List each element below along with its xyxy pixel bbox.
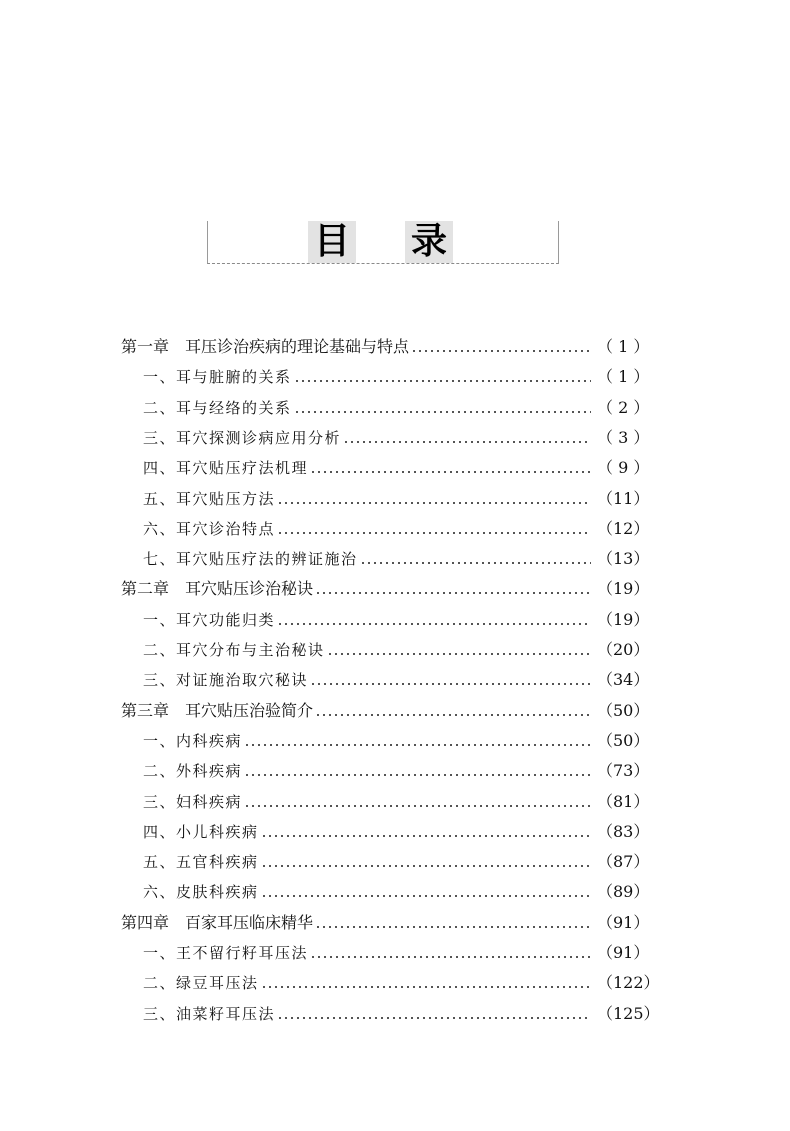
- toc-page-number: （34）: [597, 670, 650, 690]
- toc-section[interactable]: [143, 877, 650, 907]
- toc-entry-label: 一、内科疾病: [143, 731, 243, 750]
- dot-leader: [244, 787, 591, 817]
- dot-leader: [261, 847, 591, 877]
- toc-chapter-2[interactable]: [121, 574, 650, 604]
- toc-entry-label: 六、皮肤科疾病: [143, 883, 259, 902]
- dot-leader: [327, 635, 591, 665]
- toc-chapter-4[interactable]: [121, 908, 650, 938]
- toc-section[interactable]: [143, 968, 660, 998]
- dot-leader: [277, 514, 591, 544]
- toc-page-number: （81）: [597, 791, 650, 811]
- toc-section[interactable]: [143, 544, 650, 574]
- toc-page-number: （20）: [597, 640, 650, 659]
- toc-page-number: （125）: [597, 1003, 660, 1023]
- toc-entry-label: 二、绿豆耳压法: [143, 974, 259, 993]
- toc-section[interactable]: [143, 423, 650, 453]
- toc-entry-label: 一、耳穴功能归类: [143, 610, 276, 629]
- toc-entry-label: 三、对证施治取穴秘诀: [143, 671, 309, 690]
- toc-entry-label: 四、小儿科疾病: [143, 822, 259, 841]
- toc-page-number: （50）: [597, 700, 650, 720]
- toc-entry-label: 第一章 耳压诊治疾病的理论基础与特点: [121, 337, 410, 356]
- toc-page-number: （91）: [597, 943, 650, 962]
- toc-section[interactable]: [143, 605, 650, 635]
- toc-section[interactable]: [143, 393, 650, 423]
- toc-page-number: （87）: [597, 852, 650, 872]
- dot-leader: [261, 877, 591, 907]
- toc-entry-label: 四、耳穴贴压疗法机理: [143, 459, 309, 478]
- toc-page-number: （19）: [597, 579, 650, 599]
- toc-chapter-1[interactable]: [121, 332, 650, 362]
- toc-page-number: （91）: [597, 912, 650, 932]
- dot-leader: [294, 393, 591, 423]
- toc-section[interactable]: [143, 999, 660, 1029]
- title-char-lu: 录: [405, 221, 453, 263]
- dot-leader: [277, 999, 591, 1029]
- toc-section[interactable]: [143, 484, 650, 514]
- toc-entry-label: 三、妇科疾病: [143, 792, 243, 811]
- toc-page-number: （83）: [597, 821, 650, 841]
- dot-leader: [310, 453, 591, 483]
- toc-entry-label: 第四章 百家耳压临床精华: [121, 912, 314, 932]
- toc-entry-label: 三、油菜籽耳压法: [143, 1004, 276, 1023]
- toc-page-number: （50）: [597, 730, 650, 750]
- dot-leader: [277, 484, 591, 514]
- toc-entry-label: 七、耳穴贴压疗法的辨证施治: [143, 550, 358, 569]
- toc-entry-label: 第三章 耳穴贴压治验简介: [121, 700, 314, 720]
- toc-page-number: （ 1 ）: [597, 337, 650, 356]
- toc-entry-label: 三、耳穴探测诊病应用分析: [143, 428, 342, 447]
- toc-page-number: （ 3 ）: [597, 427, 650, 447]
- toc-page-number: （ 2 ）: [597, 397, 650, 417]
- toc-entry-label: 六、耳穴诊治特点: [143, 519, 276, 538]
- toc-chapter-3[interactable]: [121, 696, 650, 726]
- toc-section[interactable]: [143, 938, 650, 968]
- toc-section[interactable]: [143, 756, 650, 786]
- toc-entry-label: 一、王不留行籽耳压法: [143, 944, 309, 962]
- toc-entry-label: 二、耳与经络的关系: [143, 398, 292, 417]
- toc-page-number: （122）: [597, 973, 660, 993]
- dot-leader: [343, 423, 591, 453]
- toc-entry-label: 二、外科疾病: [143, 762, 243, 781]
- toc-page-number: （12）: [597, 518, 650, 538]
- dot-leader: [315, 574, 591, 604]
- dot-leader: [277, 605, 591, 635]
- toc-page-number: （13）: [597, 549, 650, 569]
- toc-page-number: （89）: [597, 882, 650, 902]
- toc-section[interactable]: [143, 787, 650, 817]
- toc-section[interactable]: [143, 847, 650, 877]
- toc-section[interactable]: [143, 665, 650, 695]
- toc-section[interactable]: [143, 453, 650, 483]
- dot-leader: [310, 665, 591, 695]
- toc-section[interactable]: [143, 635, 650, 665]
- toc-page-number: （11）: [597, 488, 650, 508]
- dot-leader: [261, 817, 591, 847]
- toc-page-number: （ 1 ）: [597, 367, 650, 387]
- dot-leader: [315, 908, 591, 938]
- toc-entry-label: 一、耳与脏腑的关系: [143, 368, 292, 387]
- toc-section[interactable]: [143, 514, 650, 544]
- toc-entry-label: 二、耳穴分布与主治秘诀: [143, 641, 325, 659]
- dot-leader: [315, 696, 591, 726]
- dot-leader: [244, 726, 591, 756]
- dot-leader: [360, 544, 591, 574]
- toc-entry-label: 五、五官科疾病: [143, 853, 259, 872]
- toc-section[interactable]: [143, 726, 650, 756]
- toc-entry-label: 第二章 耳穴贴压诊治秘诀: [121, 579, 314, 599]
- dot-leader: [411, 332, 591, 362]
- toc-section[interactable]: [143, 817, 650, 847]
- dot-leader: [244, 756, 591, 786]
- toc-section[interactable]: [143, 362, 650, 392]
- toc-page-number: （ 9 ）: [597, 458, 650, 478]
- dot-leader: [294, 362, 591, 392]
- toc-title: [207, 221, 559, 264]
- toc-page-number: （73）: [597, 761, 650, 781]
- toc-page-number: （19）: [597, 609, 650, 629]
- toc-entry-label: 五、耳穴贴压方法: [143, 489, 276, 508]
- dot-leader: [261, 968, 591, 998]
- dot-leader: [310, 938, 591, 968]
- title-char-mu: 目: [308, 221, 356, 263]
